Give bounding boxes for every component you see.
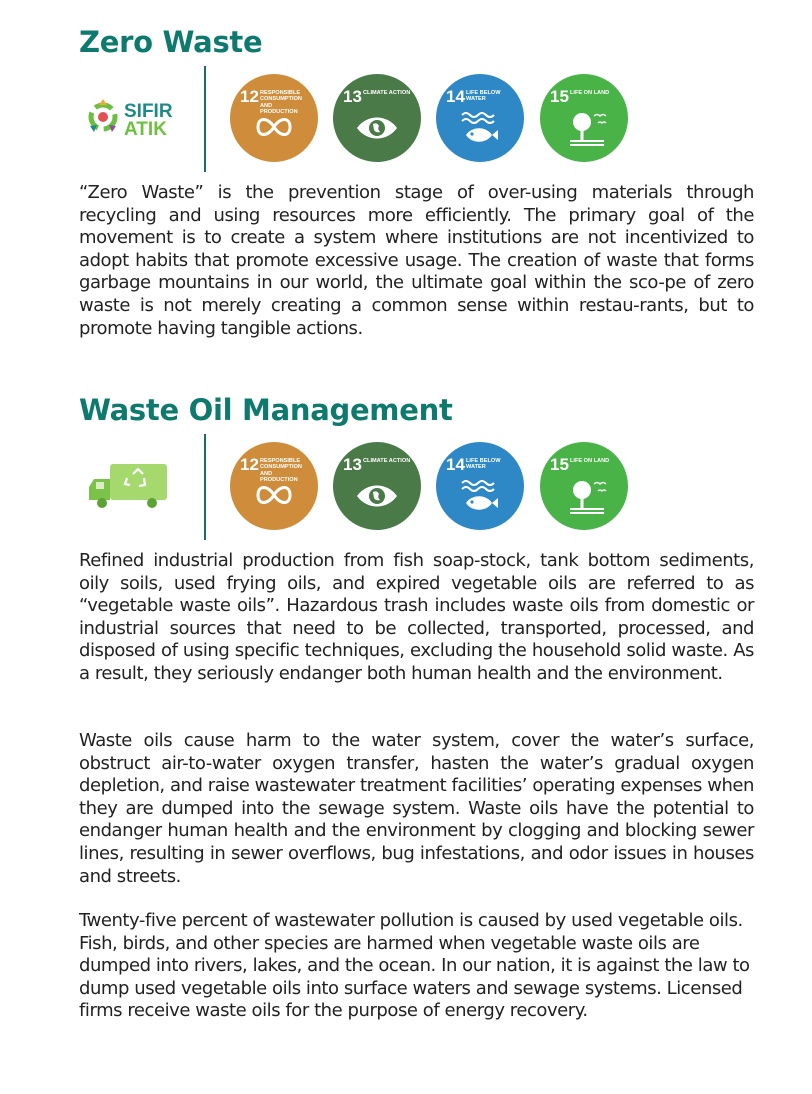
eye-globe-icon bbox=[355, 482, 399, 510]
sdg-number: 13 bbox=[343, 87, 362, 106]
sdg-number: 12 bbox=[240, 87, 259, 106]
sdg-12-icon bbox=[230, 74, 318, 162]
section-title-zero-waste: Zero Waste bbox=[79, 25, 263, 59]
paragraph-waste-oil-1: Refined industrial production from fish soap-stock, tank bottom sediments, oily soils, used frying oils, and expired vegetable oils are referred to as “vegetable waste oils”. Hazardous trash includes waste oils from domestic or industrial sources that need to be collected, transported, processed, and disposed of using specific techniques, excluding the household solid waste. As a result, they seriously endanger both human health and the environment. bbox=[79, 550, 754, 684]
sdg-13-icon bbox=[333, 74, 421, 162]
paragraph-waste-oil-3: Twenty-five percent of wastewater pollution is caused by used vegetable oils. Fish, birds, and other species are harmed when vegetable waste oils are dumped into rivers, lakes, and the ocean. In our nation, it is against the law to dump used vegetable oils into surface waters and sewage systems. Licensed firms receive waste oils for the purpose of energy recovery. bbox=[79, 910, 750, 1022]
sdg-15-icon bbox=[540, 74, 628, 162]
sdg-label: RESPONSIBLE CONSUMPTION AND PRODUCTION bbox=[260, 458, 302, 484]
sdg-label: RESPONSIBLE CONSUMPTION AND PRODUCTION bbox=[260, 90, 302, 116]
sdg-number: 13 bbox=[343, 455, 362, 474]
sdg-number: 15 bbox=[550, 455, 569, 474]
sdg-number: 14 bbox=[446, 87, 465, 106]
recycling-truck-icon bbox=[84, 455, 182, 521]
sdg-number: 15 bbox=[550, 87, 569, 106]
recycle-flower-icon bbox=[90, 99, 116, 132]
section-title-waste-oil: Waste Oil Management bbox=[79, 393, 453, 427]
sdg-label: LIFE BELOW WATER bbox=[466, 90, 501, 103]
paragraph-zero-waste: “Zero Waste” is the prevention stage of over-using materials through recycling and using resources more efficiently. The primary goal of the movement is to create a system where institutions are not incentivized to adopt habits that promote excessive usage. The creation of waste that forms garbage mountains in our world, the ultimate goal within the sco-pe of zero waste is not merely creating a common sense within restau-rants, but to promote having tangible actions. bbox=[79, 182, 754, 339]
fish-waves-icon bbox=[460, 110, 500, 146]
sdg-label: CLIMATE ACTION bbox=[363, 458, 411, 464]
infinity-icon bbox=[254, 482, 294, 508]
sdg-14-icon bbox=[436, 442, 524, 530]
fish-waves-icon bbox=[460, 478, 500, 514]
eye-globe-icon bbox=[355, 114, 399, 142]
sdg-label: LIFE ON LAND bbox=[570, 90, 610, 96]
sdg-12-icon bbox=[230, 442, 318, 530]
sdg-label: LIFE ON LAND bbox=[570, 458, 610, 464]
sdg-number: 14 bbox=[446, 455, 465, 474]
divider-line bbox=[204, 66, 206, 172]
logo-text-atik: ATIK bbox=[124, 119, 167, 140]
infinity-icon bbox=[254, 114, 294, 140]
sdg-number: 12 bbox=[240, 455, 259, 474]
paragraph-waste-oil-2: Waste oils cause harm to the water system, cover the water’s surface, obstruct air-to-water oxygen transfer, hasten the water’s gradual oxygen depletion, and raise wastewater treatment facilities’ operating expenses when they are dumped into the sewage system. Waste oils have the potential to endanger human health and the environment by clogging and blocking sewer lines, resulting in sewer overflows, bug infestations, and odor issues in houses and streets. bbox=[79, 730, 755, 887]
sdg-14-icon bbox=[436, 74, 524, 162]
sdg-label: LIFE BELOW WATER bbox=[466, 458, 501, 471]
tree-birds-icon bbox=[568, 108, 612, 148]
sdg-13-icon bbox=[333, 442, 421, 530]
sdg-15-icon bbox=[540, 442, 628, 530]
logo-text-sifir: SIFIR bbox=[124, 101, 173, 122]
sdg-label: CLIMATE ACTION bbox=[363, 90, 411, 96]
divider-line bbox=[204, 434, 206, 540]
tree-birds-icon bbox=[568, 476, 612, 516]
sifir-atik-logo bbox=[84, 86, 182, 152]
